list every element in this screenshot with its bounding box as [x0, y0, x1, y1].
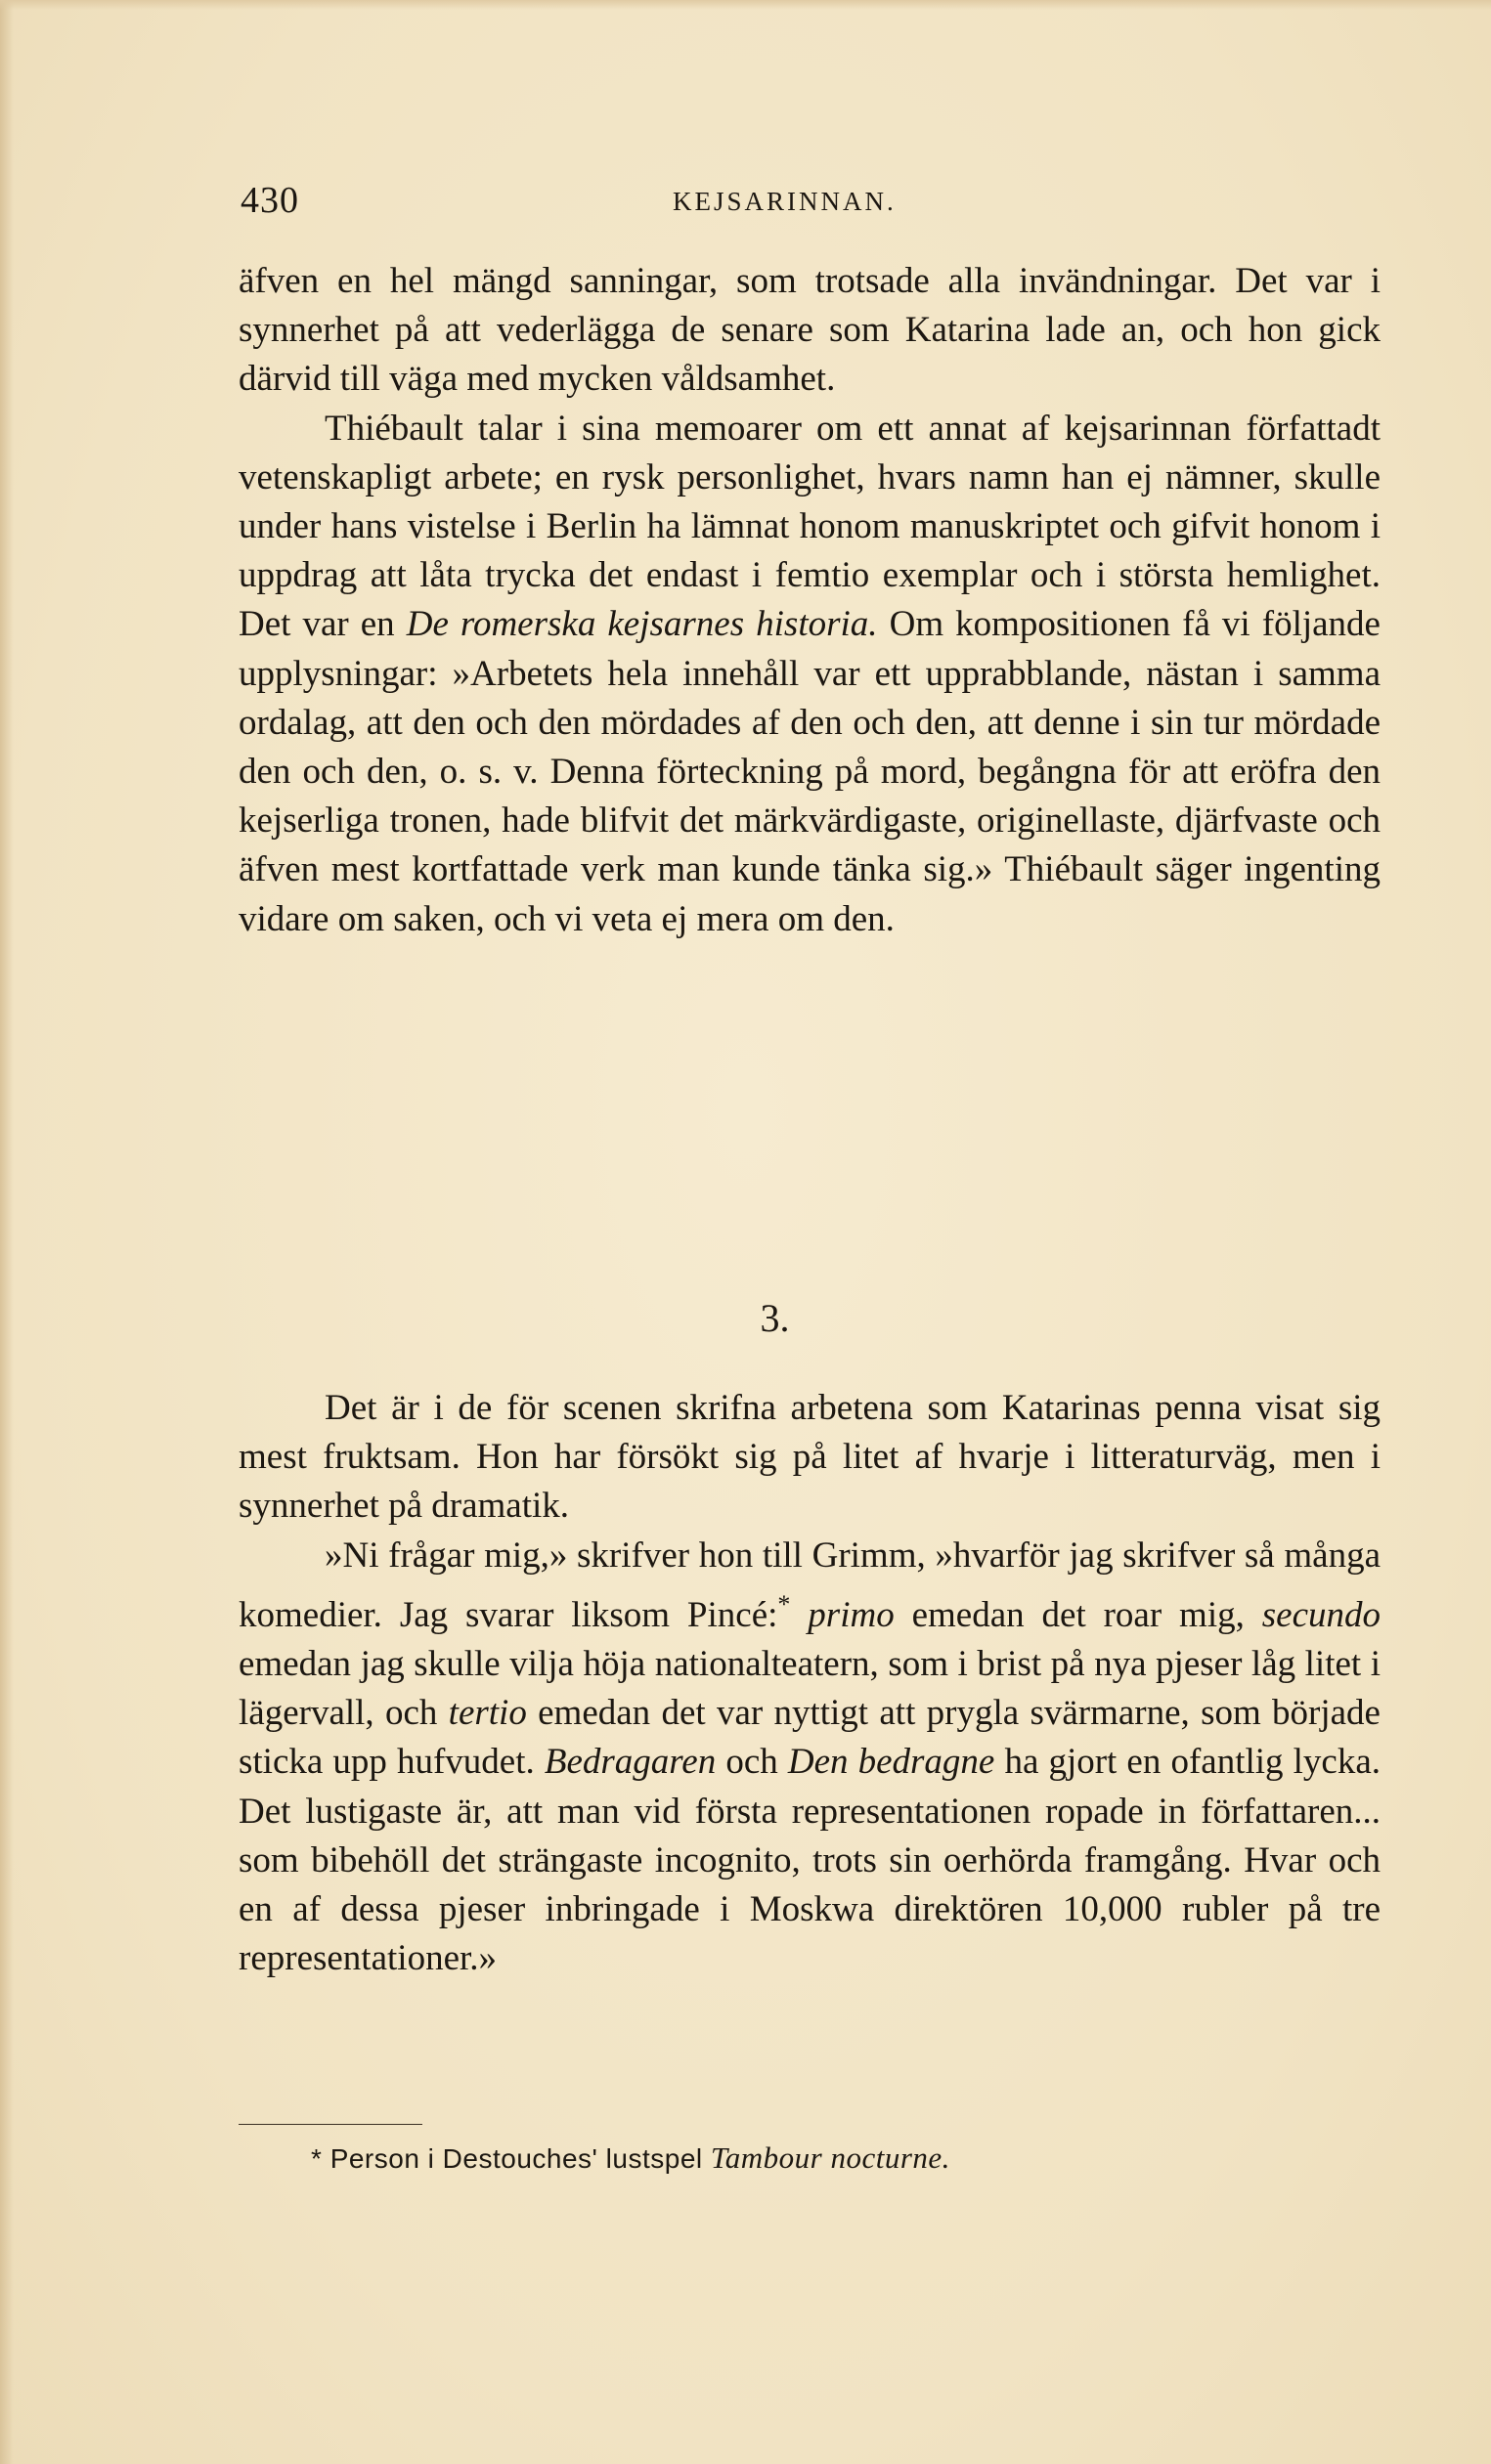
page-number: 430 — [241, 180, 299, 221]
paragraph-text: emedan det roar mig, — [894, 1594, 1262, 1635]
italic-word: primo — [808, 1594, 895, 1635]
page-edge-shadow — [0, 0, 14, 2464]
paragraph-text: emedan jag skulle vilja höja nationalteatern, som i brist på nya pjeser låg litet i lägervall, och — [239, 1644, 1381, 1734]
footnote-text: Person i Destouches' lustspel — [329, 2143, 711, 2174]
italic-word: secundo — [1261, 1594, 1381, 1635]
paragraph-grimm-quote — [239, 1532, 1381, 1984]
paragraph-text: ha gjort en ofantlig lycka. Det lustigaste är, att man vid första representationen ropade in författaren... som bibehöll det strängaste incognito, trots sin oerhörda framgång. Hvar och en af dessa pjeser inbringade i Moskwa direktören 10,000 rubler på tre representationer.» — [239, 1742, 1381, 1979]
paragraph-text: »Ni frågar mig,» skrifver hon till Grimm, »hvarför jag skrifver så många komedier. Jag svarar liksom Pincé: — [239, 1535, 1381, 1635]
italic-word: tertio — [448, 1693, 527, 1734]
text-block-top — [239, 257, 1381, 944]
paragraph-text: emedan det var nyttigt att prygla svärmarne, som började sticka upp hufvudet. — [239, 1693, 1381, 1783]
footnote-title: Tambour nocturne. — [710, 2140, 950, 2175]
paragraph-continuation — [239, 257, 1381, 405]
book-title: De romerska kejsarnes historia. — [406, 604, 878, 645]
paragraph-dramatik — [239, 1384, 1381, 1532]
paragraph-text: Thiébault talar i sina memoarer om ett annat af kejsarinnan författadt vetenskapligt arbete; en rysk personlighet, hvars namn han ej nämner, skulle under hans vistelse i Berlin ha lämnat honom manuskriptet och gifvit honom i uppdrag att låta trycka det endast i femtio exemplar och i största hemlighet. Det var en — [239, 408, 1381, 645]
text-block-bottom — [239, 1384, 1381, 1983]
paragraph-text: och — [716, 1742, 788, 1783]
page-top-shadow — [0, 0, 1491, 10]
play-title: Den bedragne — [787, 1742, 995, 1783]
section-number: 3. — [760, 1296, 790, 1340]
footnote-reference: * — [777, 1589, 791, 1619]
play-title: Bedragaren — [544, 1742, 717, 1783]
footnote — [311, 2140, 950, 2176]
paragraph-text: äfven en hel mängd sanningar, som trotsade alla invändningar. Det var i synnerhet på att vederlägga de senare som Katarina lade an, och hon gick därvid till väga med mycken våldsamhet. — [239, 261, 1381, 400]
running-head: KEJSARINNAN. — [673, 187, 897, 216]
paragraph-text: Det är i de för scenen skrifna arbetena som Katarinas penna visat sig mest fruktsam. Hon har försökt sig på litet af hvarje i litteraturväg, men i synnerhet på dramatik. — [239, 1388, 1381, 1527]
footnote-mark: * — [311, 2143, 323, 2174]
footnote-divider — [239, 2124, 422, 2125]
paragraph-text: Om kompositionen få vi följande upplysningar: »Arbetets hela innehåll var ett upprabblande, nästan i samma ordalag, att den och den mördades af den och den, att denne i sin tur mördade den och den, o. s. v. Denna förteckning på mord, begångna för att eröfra den kejserliga tronen, hade blifvit det märkvärdigaste, originellaste, djärfvaste och äfven mest kortfattade verk man kunde tänka sig.» Thiébault säger ingenting vidare om saken, och vi veta ej mera om den. — [239, 604, 1381, 939]
page-header — [241, 179, 1384, 228]
paragraph-thiebault — [239, 405, 1381, 944]
